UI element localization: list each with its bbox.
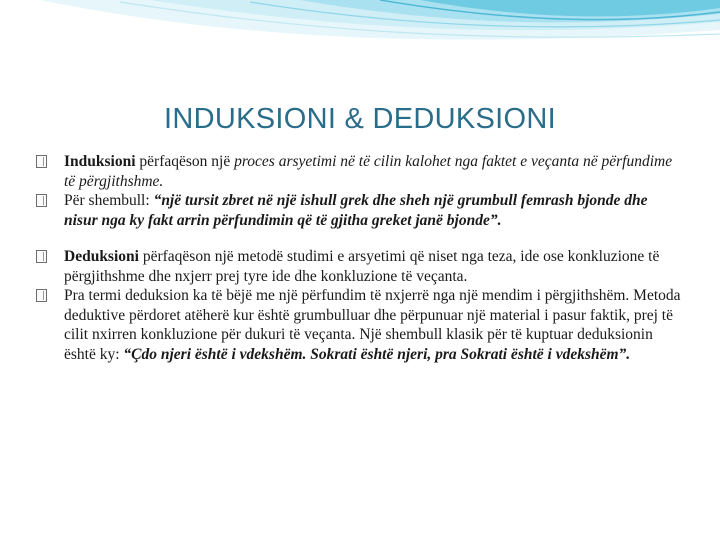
paragraph-text: përfaqëson një xyxy=(135,153,235,170)
paragraph-lead: Për shembull: xyxy=(64,192,154,209)
paragraph-induksioni xyxy=(34,152,684,191)
term-deduksioni: Deduksioni xyxy=(64,248,139,265)
paragraph-text: përfaqëson një metodë studimi e arsyetimi që niset nga teza, ide ose konkluzione të përgjithshme dhe nxjerr prej tyre ide dhe konkluzione të veçanta. xyxy=(64,248,660,285)
example-quote: “Çdo njeri është i vdekshëm. Sokrati është njeri, pra Sokrati është i vdekshëm”. xyxy=(123,345,631,363)
term-induksioni: Induksioni xyxy=(64,153,136,170)
bullet-box-icon xyxy=(36,155,47,168)
wave-decoration-icon xyxy=(0,0,720,80)
bullet-box-icon xyxy=(36,194,47,207)
paragraph-example-induction xyxy=(34,191,684,230)
slide-title: INDUKSIONI & DEDUKSIONI xyxy=(163,103,556,135)
bullet-box-icon xyxy=(36,250,47,263)
paragraph-text: Pra termi deduksion ka të bëjë me një përfundim të nxjerrë nga një mendim i përgjithshëm. Metoda deduktive përdoret atëherë kur është grumbulluar dhe përpunuar një material i pasur faktik, prej të cilit nxirren konkluzione për dukuri të veçanta. Një shembull klasik për të kuptuar deduksionin është ky: xyxy=(64,287,681,363)
paragraph-example-deduction xyxy=(34,286,684,364)
paragraph-deduksioni xyxy=(34,247,684,286)
example-quote: “një tursit zbret në një ishull grek dhe sheh një grumbull femrash bjonde dhe nisur nga ky fakt arrin përfundimin që të gjitha greket janë bjonde”. xyxy=(64,192,648,229)
paragraph-italic: proces arsyetimi në të cilin kalohet nga faktet e veçanta në përfundime të përgjithshme. xyxy=(64,153,673,190)
bullet-box-icon xyxy=(36,289,47,302)
slide-body xyxy=(34,152,684,364)
